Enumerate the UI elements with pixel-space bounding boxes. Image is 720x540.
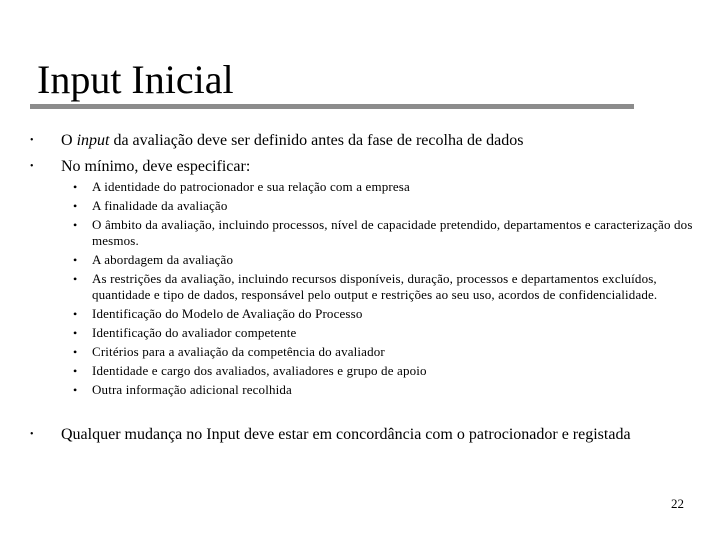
bullet-marker: •	[73, 218, 78, 232]
sub-bullet-item: • A abordagem da avaliação	[73, 252, 234, 267]
bullet-input-definition: • O input da avaliação deve ser definido antes da fase de recolha de dados	[30, 132, 524, 149]
bullet-marker: •	[73, 326, 78, 340]
sub-bullet-list	[73, 179, 716, 401]
bullet-marker: •	[73, 364, 78, 378]
bullet-marker: •	[30, 161, 34, 172]
bullet-marker: •	[73, 180, 78, 194]
bullet-marker: •	[73, 199, 78, 213]
input-emphasis: input	[76, 132, 110, 149]
bullet-minimum-spec: • No mínimo, deve especificar:	[30, 158, 251, 175]
bullet-marker: •	[73, 307, 78, 321]
sub-bullet-item: • Identidade e cargo dos avaliados, avaliadores e grupo de apoio	[73, 363, 427, 378]
sub-bullet-item: • Critérios para a avaliação da competência do avaliador	[73, 344, 385, 359]
sub-bullet-item: • A identidade do patrocionador e sua relação com a empresa	[73, 179, 410, 194]
sub-bullet-item: • As restrições da avaliação, incluindo recursos disponíveis, duração, processos e departamentos excluídos, quantidade e tipo de dados, responsável pelo output e restrições ao seu uso, acordos de confidencialidade.	[73, 271, 658, 302]
title-underline	[30, 104, 634, 109]
bullet-input-changes: • Qualquer mudança no Input deve estar em concordância com o patrocionador e registada	[30, 426, 631, 443]
sub-bullet-item: • Identificação do Modelo de Avaliação do Processo	[73, 306, 363, 321]
sub-bullet-item: • A finalidade da avaliação	[73, 198, 228, 213]
bullet-marker: •	[73, 345, 78, 359]
slide-title: Input Inicial	[37, 57, 234, 102]
sub-bullet-item: • Identificação do avaliador competente	[73, 325, 297, 340]
page-number: 22	[671, 496, 684, 511]
bullet-marker: •	[73, 272, 78, 286]
bullet-marker: •	[30, 429, 34, 440]
sub-bullet-item: • O âmbito da avaliação, incluindo processos, nível de capacidade pretendido, departamentos e caracterização dos mesmos.	[73, 217, 693, 248]
bullet-marker: •	[30, 135, 34, 146]
bullet-marker: •	[73, 383, 78, 397]
bullet-marker: •	[73, 253, 78, 267]
sub-bullet-item: • Outra informação adicional recolhida	[73, 382, 292, 397]
